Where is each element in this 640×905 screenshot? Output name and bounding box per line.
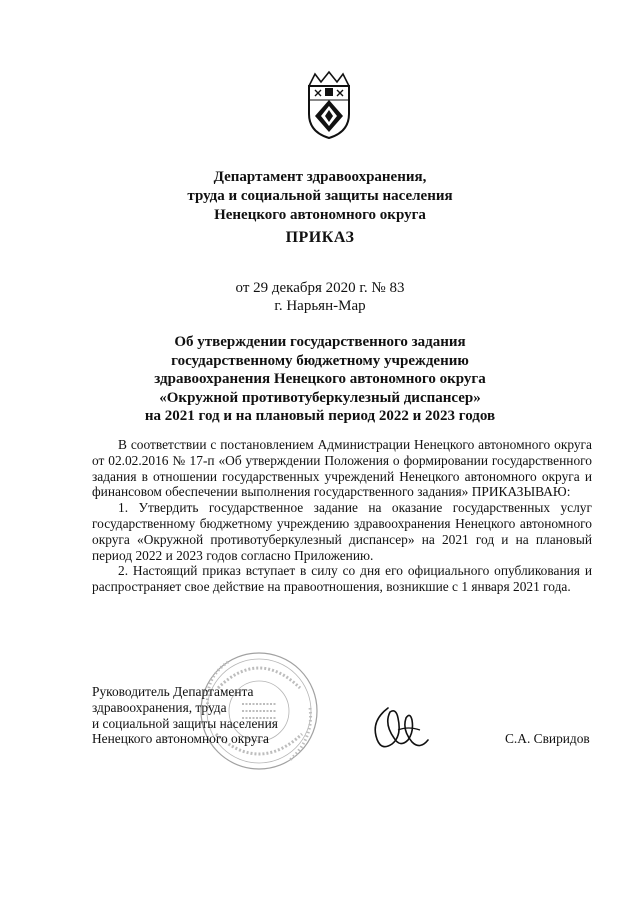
department-line: Департамент здравоохранения, [213, 169, 427, 185]
item-2-paragraph: 2. Настоящий приказ вступает в силу со дня его официального опубликования и распространяет свое действие на правоотношения, возникшие с 1 января 2021 года. [92, 563, 592, 595]
subject-line: Об утверждении государственного задания [174, 334, 466, 350]
preamble-paragraph: В соответствии с постановлением Администрации Ненецкого автономного округа от 02.02.2016 № 17-п «Об утверждении Положения о формировании государственного задания в отношении государственных учреждений Ненецкого автономного округа и финансовом обеспечении выполнения государственного задания» ПРИКАЗЫВАЮ: [92, 437, 592, 500]
order-city: г. Нарьян-Мар [274, 298, 366, 314]
subject-line: «Окружной противотуберкулезный диспансер» [159, 389, 481, 406]
order-body [92, 437, 592, 595]
signer-name: С.А. Свиридов [505, 731, 590, 746]
subject-line: государственному бюджетному учреждению [171, 352, 469, 369]
signer-position-line: Ненецкого автономного округа [92, 731, 269, 747]
department-line: Ненецкого автономного округа [214, 207, 426, 223]
item-1-paragraph: 1. Утвердить государственное задание на оказание государственных услуг государственному бюджетному учреждению здравоохранения Ненецкого автономного округа «Окружной противотуберкулезный диспансер» на 2021 год и на плановый период 2022 и 2023 годов согласно Приложению. [92, 500, 592, 563]
department-line: труда и социальной защиты населения [187, 188, 453, 204]
order-subject [0, 333, 640, 426]
order-title: ПРИКАЗ [285, 229, 355, 246]
signature-block [92, 684, 278, 747]
department-header [0, 168, 640, 225]
subject-line: на 2021 год и на плановый период 2022 и 2023 годов [144, 408, 496, 424]
coat-of-arms-icon [305, 70, 353, 140]
signer-position-line: здравоохранения, труда [92, 699, 227, 715]
signer-position-line: Руководитель Департамента [92, 684, 254, 699]
date-block [0, 279, 640, 315]
signer-position-line: и социальной защиты населения [92, 715, 278, 731]
subject-line: здравоохранения Ненецкого автономного округа [154, 371, 486, 387]
order-date-number: от 29 декабря 2020 г. № 83 [235, 280, 405, 296]
handwritten-signature [368, 700, 438, 758]
